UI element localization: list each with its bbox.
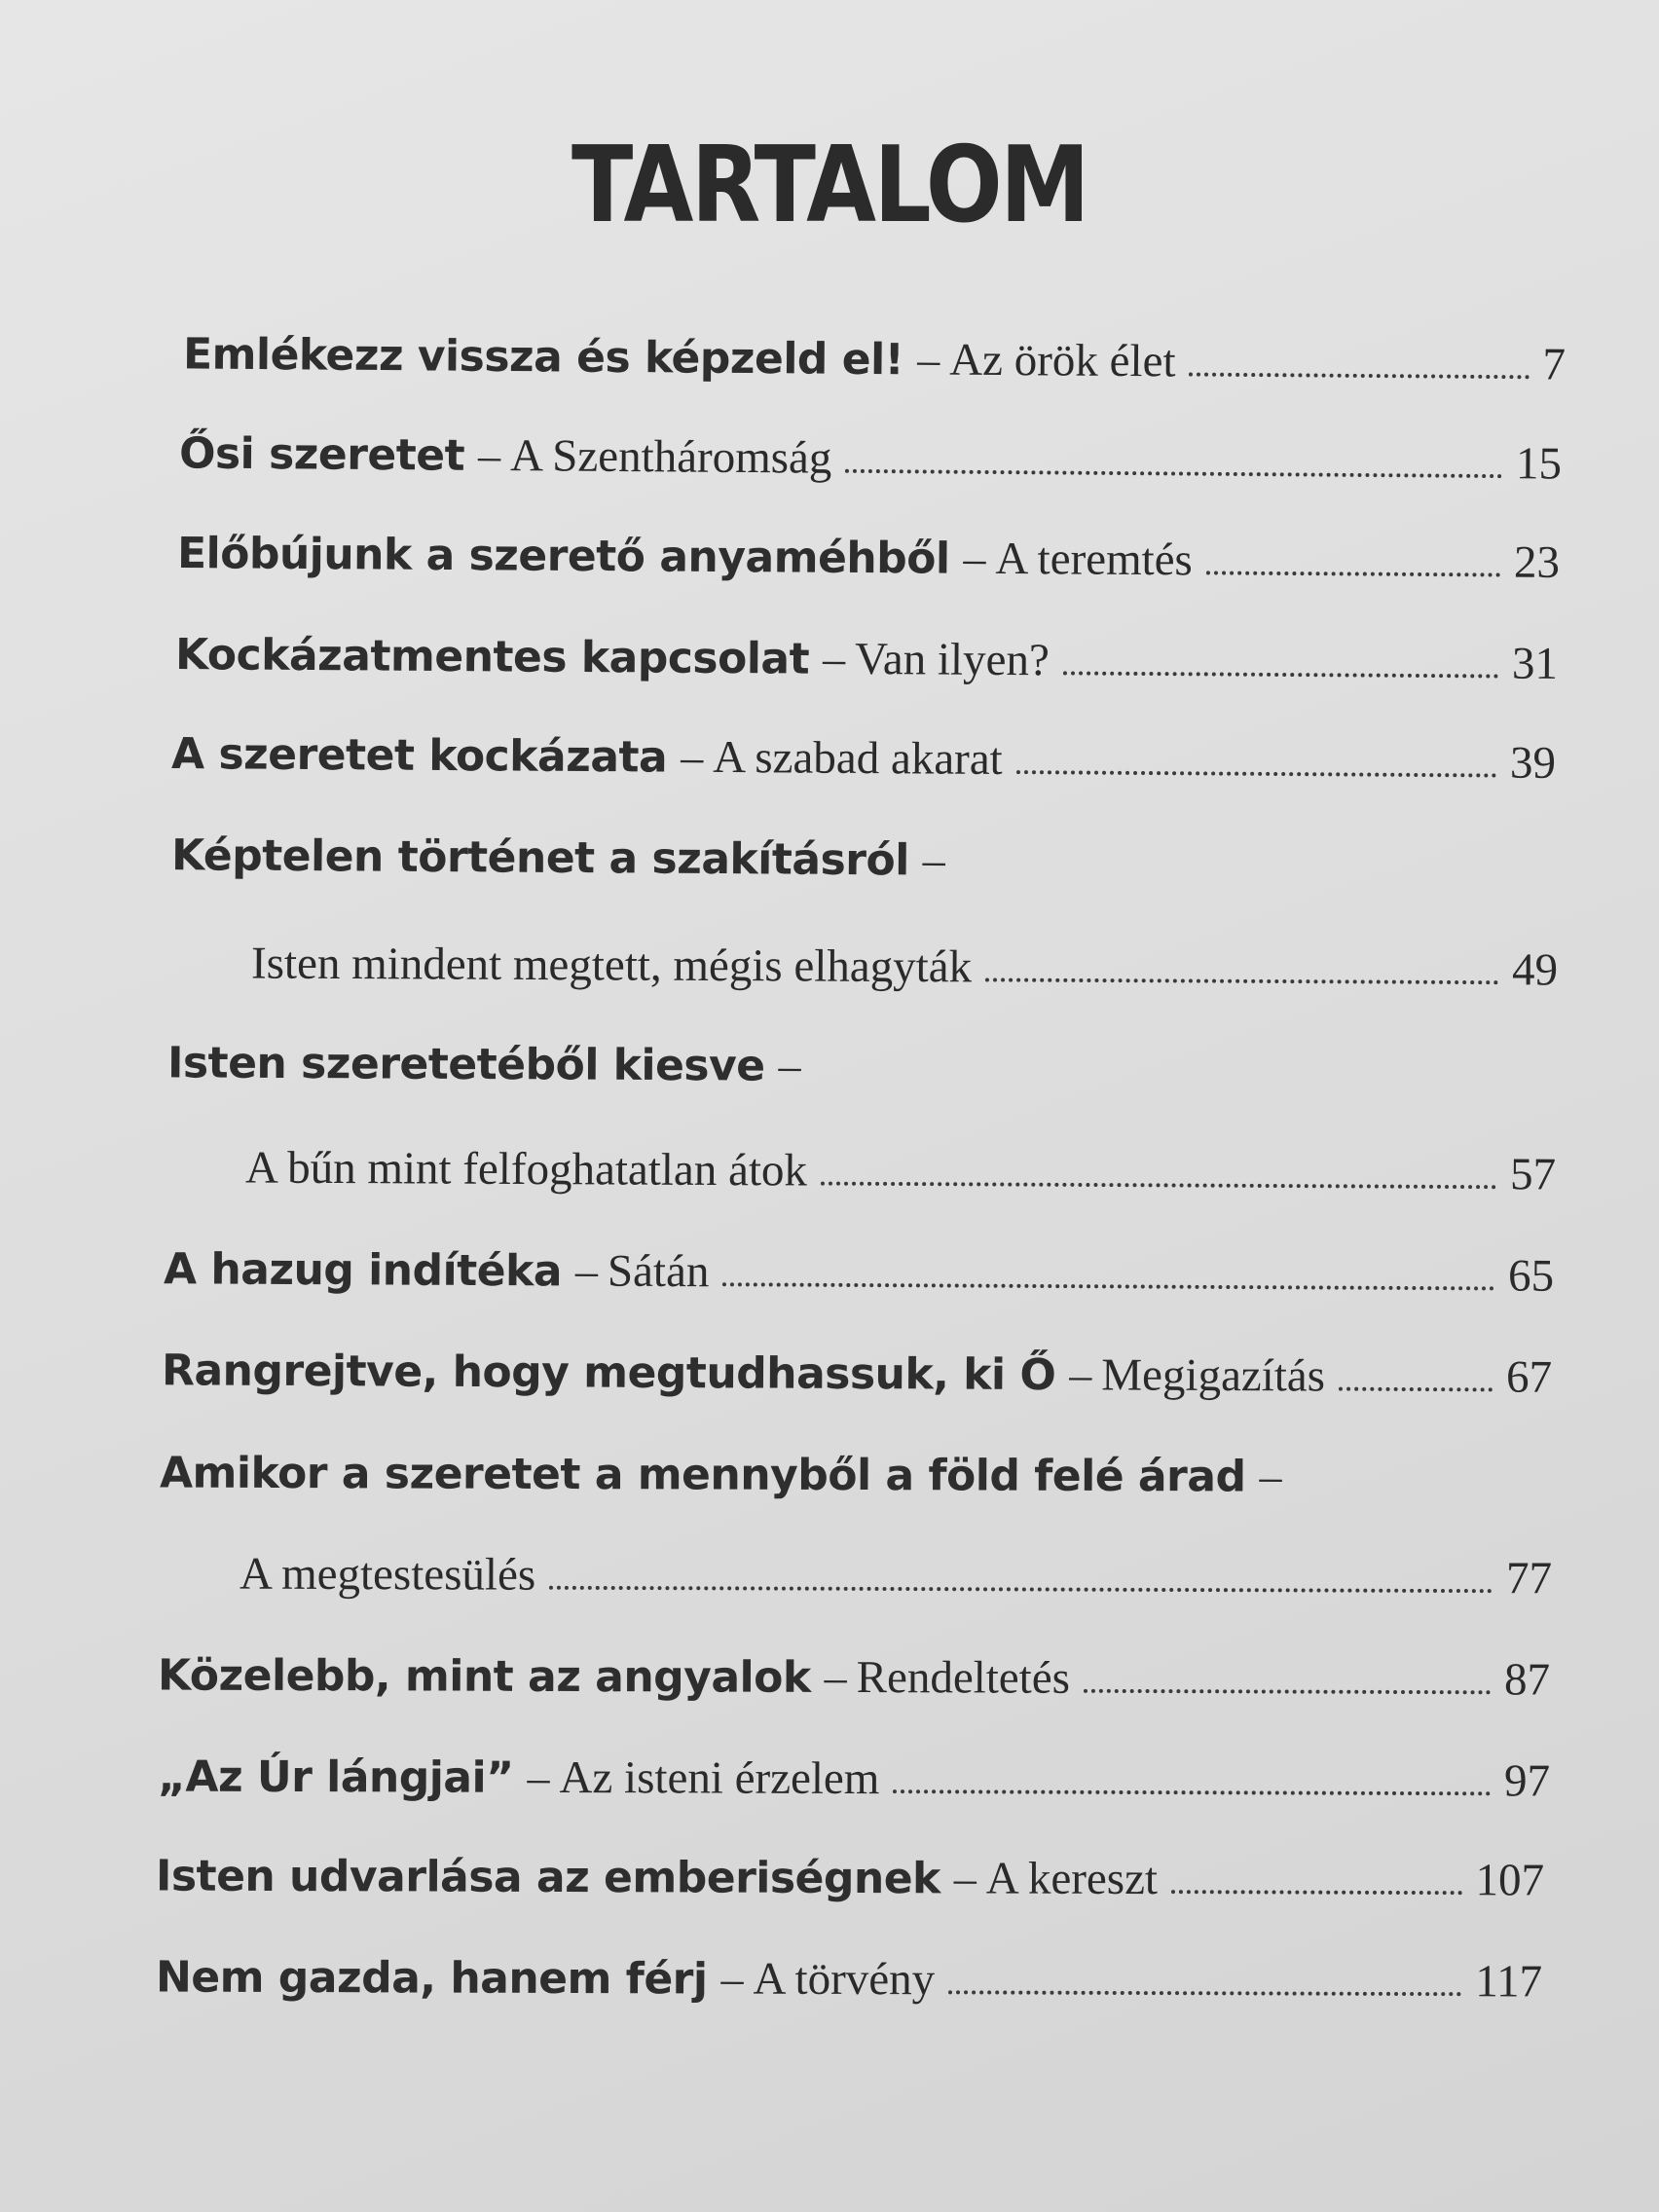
toc-entry: [156, 1850, 1544, 1923]
dot-leader: [893, 1788, 1491, 1795]
separator-dash: –: [681, 731, 704, 782]
separator-dash: –: [778, 1040, 801, 1090]
toc-entry-heading: [171, 829, 1534, 906]
separator-dash: –: [917, 334, 940, 385]
toc-entry: [171, 727, 1556, 805]
page-number: 23: [1513, 536, 1561, 588]
page-number: 39: [1509, 737, 1557, 789]
page-number: 57: [1509, 1149, 1557, 1200]
dot-leader: [1171, 1889, 1462, 1895]
chapter-title: Közelebb, mint az angyalok: [157, 1650, 811, 1703]
chapter-subtitle: Az isteni érzelem: [559, 1751, 880, 1805]
toc-entry-continuation: [245, 1141, 1556, 1216]
chapter-title: Amikor a szeretet a mennyből a föld felé árad: [159, 1448, 1246, 1502]
toc-entry: [183, 327, 1567, 406]
dot-leader: [1206, 570, 1500, 576]
dot-leader: [1016, 769, 1496, 777]
chapter-title: Isten szeretetéből kiesve: [166, 1038, 765, 1091]
dot-leader: [722, 1281, 1494, 1290]
separator-dash: –: [574, 1245, 599, 1296]
dot-leader: [1084, 1688, 1491, 1694]
chapter-subtitle: A szabad akarat: [713, 731, 1003, 785]
dot-leader: [1339, 1386, 1493, 1392]
chapter-title: „Az Úr lángjai”: [157, 1751, 514, 1803]
separator-dash: –: [477, 429, 501, 481]
toc-entry: [162, 1344, 1552, 1419]
separator-dash: –: [822, 633, 846, 683]
chapter-subtitle: A bűn mint felfoghatatlan átok: [244, 1142, 808, 1197]
toc-entry-continuation: [251, 937, 1558, 1012]
dot-leader: [549, 1585, 1493, 1593]
page-number: 7: [1542, 339, 1567, 390]
page-number: 107: [1475, 1855, 1545, 1906]
separator-dash: –: [922, 834, 945, 885]
toc-entry-continuation: [240, 1548, 1552, 1621]
chapter-title: Emlékezz vissza és képzeld el!: [182, 329, 904, 386]
separator-dash: –: [1069, 1349, 1092, 1400]
chapter-title: Kockázatmentes kapcsolat: [174, 630, 810, 684]
toc-entry: [158, 1751, 1550, 1824]
chapter-subtitle: A kereszt: [985, 1853, 1159, 1905]
page-title: TARTALOM: [571, 125, 1088, 246]
chapter-subtitle: A teremtés: [995, 533, 1194, 586]
dot-leader: [1189, 372, 1529, 380]
dot-leader: [845, 468, 1502, 478]
chapter-subtitle: A Szentháromság: [509, 430, 832, 484]
page-number: 77: [1505, 1553, 1553, 1604]
chapter-subtitle: Sátán: [607, 1245, 710, 1298]
toc-entry: [164, 1242, 1554, 1317]
chapter-title: Előbújunk a szerető anyaméhből: [176, 529, 950, 584]
chapter-title: Isten udvarlása az emberiségnek: [155, 1851, 940, 1904]
chapter-title: Nem gazda, hanem férj: [155, 1952, 708, 2005]
toc-entry-heading: [167, 1036, 1530, 1111]
chapter-subtitle: Van ilyen?: [854, 633, 1050, 686]
dot-leader: [948, 1989, 1461, 1996]
toc-entry: [177, 527, 1560, 605]
page-number: 67: [1505, 1351, 1553, 1403]
chapter-title: A hazug indítéka: [163, 1244, 563, 1297]
chapter-subtitle: A törvény: [753, 1953, 936, 2006]
chapter-title: Képtelen történet a szakításról: [170, 830, 909, 886]
toc-entry: [175, 628, 1558, 706]
separator-dash: –: [963, 533, 986, 583]
chapter-subtitle: Rendeltetés: [856, 1652, 1071, 1704]
toc-entry: [179, 426, 1563, 505]
chapter-title: Rangrejtve, hogy megtudhassuk, ki Ő: [161, 1346, 1056, 1401]
dot-leader: [1063, 670, 1498, 678]
toc-entry: [158, 1649, 1550, 1722]
page-number: 97: [1503, 1755, 1551, 1807]
separator-dash: –: [824, 1651, 847, 1702]
separator-dash: –: [953, 1853, 977, 1903]
page-number: 15: [1515, 438, 1563, 490]
page-number: 87: [1503, 1654, 1551, 1706]
toc-entry-heading: [160, 1447, 1523, 1520]
page-number: 117: [1475, 1956, 1543, 2008]
page-number: 49: [1511, 944, 1559, 996]
chapter-subtitle: Isten mindent megtett, mégis elhagyták: [250, 938, 973, 993]
separator-dash: –: [527, 1751, 550, 1802]
chapter-subtitle: A megtestesülés: [239, 1548, 536, 1601]
page-number: 65: [1507, 1250, 1555, 1302]
toc-entry: [156, 1951, 1542, 2024]
chapter-title: A szeretet kockázata: [170, 729, 668, 783]
dot-leader: [985, 977, 1498, 984]
chapter-subtitle: Megigazítás: [1101, 1349, 1326, 1402]
page-number: 31: [1511, 638, 1559, 689]
dot-leader: [821, 1181, 1496, 1190]
chapter-title: Ősi szeretet: [178, 428, 465, 481]
chapter-subtitle: Az örök élet: [949, 334, 1176, 387]
separator-dash: –: [1259, 1451, 1282, 1501]
separator-dash: –: [720, 1953, 744, 2004]
